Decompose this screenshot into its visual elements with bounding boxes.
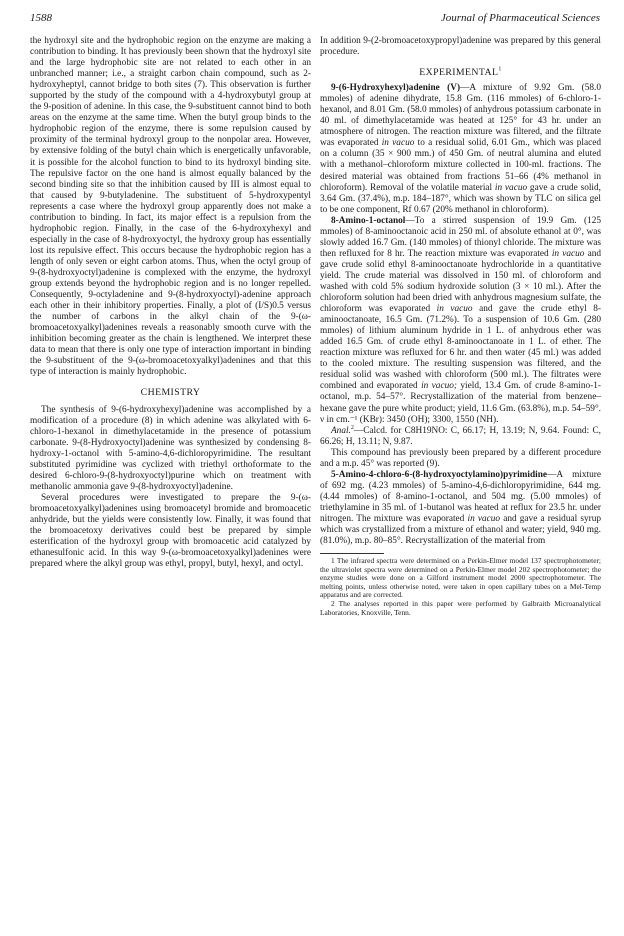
left-paragraph-2: The synthesis of 9-(6-hydroxyhexyl)adenine was accomplished by a modification of a procedure (8) in which adenine was alkylated with 6-chloro-1-hexanol in dimethylacetamide in the presence of potassium carbonate. 9-(8-Hydroxyoctyl)adenine was synthesized by condensing 8-hydroxy-1-octanol with 5-amino-4,6-dichloropyrimidine. The resultant substituted pyrimidine was cyclized with triethyl orthoformate to the desired 6-chloro-9-(8-hydroxyoctyl)purine which on treatment with methanolic ammonia gave 9-(8-hydroxyoctyl)adenine. <box>30 404 311 492</box>
experiment-1 <box>320 83 601 216</box>
experiment-3-text-b: and gave a residual syrup which was crystallized from a mixture of ethanol and water; yield, 940 mg. (81.0%), m.p. 80–85°. Recrystallization of the material from <box>320 513 601 547</box>
left-paragraph-1: the hydroxyl site and the hydrophobic region on the enzyme are making a contribution to binding. It has previously been shown that the hydroxyl site and the large hydrophobic site are not related to each other in an unbranched manner; i.e., a straight carbon chain compound, such as 2-hydroxyheptyl, cannot bridge to both sites (7). This observation is further supported by the study of the compound with a 4-hydroxybutyl group at the 9-position of adenine. In this case, the 9-substituent cannot bind to both areas on the enzyme at the same time. When the butyl group binds to the hydrophobic region of the enzyme, there is some repulsion caused by proximity of the terminal hydroxyl group to the nonpolar area. However, by extensive folding of the butyl chain which is energetically unfavorable, it is possible for the alcohol function to bind to its hydroxyl binding site. The repulsive factor on the one hand is almost equally balanced by the second binding site so that the inhibition caused by III is almost equal to that caused by 9-butyladenine. The substituent of 5-hydroxypentyl represents a case where the hydroxyl group apparently does not make a contribution to binding. In fact, its major effect is a repulsion from the hydrophobic region. Finally, in the case of the 6-hydroxyhexyl and especially in the case of 8-hydroxyoctyl, the hydroxy group has essentially lost its repulsive effect. This occurs because the hydrophobic region has a length of only seven or eight carbon atoms. Thus, when the octyl group of 9-(8-hydroxyoctyl)adenine is complexed with the enzyme, the hydroxyl group extends beyond the hydrophobic region and is no longer repelled. Consequently, 9-octyladenine and 9-(8-hydroxyoctyl)-adenine approach each other in their inhibitory properties. Finally, a plot of (I/S)0.5 versus the number of carbons in the alkyl chain of the 9-(ω-bromoacetoxyalkyl)adenines reveals a reasonably smooth curve with the inhibition becoming greater as the chain is lengthened. We interpret these data to mean that there is only one type of interaction important in binding the 9-substituent of the 9-(ω-bromoacetoxyalkyl)adenines and that this type of interaction is mainly hydrophobic. <box>30 36 311 378</box>
experiment-3-title: 5-Amino-4-chloro-6-(8-hydroxyoctylamino)pyrimidine <box>331 469 548 480</box>
experiment-1-italic-1: in vacuo <box>381 138 415 149</box>
right-column <box>320 36 601 617</box>
footnote-1: 1 The infrared spectra were determined on a Perkin-Elmer model 137 spectrophotometer; the ultraviolet spectra were determined on a Perkin-Elmer model 202 spectrophotometer; the enzyme studies were done on a Gilford instrument model 2000 spectrophotometer. The melting points, unless otherwise noted, were taken in open capillary tubes on a Mel-Temp apparatus and are corrected. <box>320 556 601 600</box>
left-column <box>30 36 311 570</box>
footnote-2: 2 The analyses reported in this paper were performed by Galbraith Microanalytical Laboratories, Knoxville, Tenn. <box>320 599 601 617</box>
footnote-divider <box>320 553 384 554</box>
analysis-label: Anal. <box>331 425 351 436</box>
analysis-text: —Calcd. for C8H19NO: C, 66.17; H, 13.19; N, 9.64. Found: C, 66.26; H, 13.11; N, 9.87. <box>320 425 601 447</box>
page-number: 1588 <box>30 12 52 24</box>
experiment-2-text-d: yield, 13.4 Gm. of crude 8-amino-1-octanol, m.p. 54–57°. Recrystallization of the material from benzene–hexane gave the pure white product; yield, 11.6 Gm. (63.8%), m.p. 54–59°. ν in cm.⁻¹ (KBr): 3450 (OH); 3300, 1550 (NH). <box>320 381 602 425</box>
journal-title: Journal of Pharmaceutical Sciences <box>440 12 600 24</box>
experiment-3 <box>320 470 601 547</box>
experiment-1-text-b: to a residual solid, 6.01 Gm., which was placed on a column (35 × 900 mm.) of 450 Gm. of neutral alumina and eluted with a methanol–chloroform mixture collected in 100-ml. fractions. The desired material was obtained from fractions 51–66 (4% methanol in chloroform). Removal of the volatile material <box>320 138 601 193</box>
analysis-footnote-mark: 2 <box>350 424 354 431</box>
experiment-2-italic-2: in vacuo <box>436 304 473 315</box>
experiment-2-text-c: and gave the crude ethyl 8-aminooctanoate, 16.5 Gm. (71.2%). To a suspension of 10.6 Gm. (280 mmoles) of lithium aluminum hydride in 1 L. of anhydrous ether was added 16.5 Gm. of crude ethyl 8-aminooctanoate in 1 L. of ether. The reaction mixture was refluxed for 6 hr. and then water (45 ml.) was added to the cooled mixture. The resulting suspension was filtered, and the residual solid was washed with chloroform (500 ml.). The filtrates were combined and evaporated <box>320 304 602 392</box>
left-paragraph-3: Several procedures were investigated to prepare the 9-(ω-bromoacetoxyalkyl)adenines using bromoacetyl bromide and bromoacetic anhydride, but the yields were consistently low. Finally, it was found that the bromoacetoxy derivatives could best be prepared by simple esterification of the hydroxyl group with bromoacetic acid catalyzed by ethanesulfonic acid. In this way 9-(ω-bromoacetoxyalkyl)adenines were prepared where the alkyl group was ethyl, propyl, butyl, hexyl, and octyl. <box>30 492 311 570</box>
experimental-heading <box>320 67 601 78</box>
experimental-heading-text: EXPERIMENTAL <box>419 67 499 79</box>
experiment-3-text-a: —A mixture of 692 mg. (4.23 mmoles) of 5-amino-4,6-dichloropyrimidine, 644 mg. (4.44 mmoles) of 8-amino-1-octanol, and 504 mg. (5.00 mmoles) of triethylamine in 35 ml. of 1-butanol was heated at reflux for 23.5 hr. under nitrogen. The mixture was evaporated <box>320 469 601 524</box>
experiment-1-text-a: —A mixture of 9.92 Gm. (58.0 mmoles) of adenine dihydrate, 15.8 Gm. (116 mmoles) of 6-chloro-1-hexanol, and 8.01 Gm. (58.0 mmoles) of anhydrous potassium carbonate in 40 ml. of dimethylacetamide was heated at 125° for 43 hr. under an atmosphere of nitrogen. The reaction mixture was filtered, and the filtrate was evaporated <box>320 83 601 149</box>
experimental-footnote-mark: 1 <box>498 66 502 73</box>
experiment-2-title: 8-Amino-1-octanol <box>331 215 406 226</box>
experiment-1-text-c: gave a crude solid, 3.64 Gm. (37.4%), m.p. 184–187°, which was shown by TLC on silica gel to be one component, Rf 0.67 (20% methanol in chloroform). <box>320 182 601 215</box>
experiment-2-italic-1: in vacuo <box>551 248 585 259</box>
experiment-2-text-b: and gave crude solid ethyl 8-aminooctanoate hydrochloride in a quantitative yield. The crude material was dissolved in 150 ml. of chloroform and washed with cold 5% sodium hydroxide solution (3 × 10 ml.). After the chloroform solution had been dried with anhydrous magnesium sulfate, the chloroform was evaporated <box>320 248 602 315</box>
page-header <box>30 12 600 30</box>
analysis-paragraph <box>320 426 601 448</box>
experiment-2 <box>320 216 601 426</box>
right-paragraph-1: In addition 9-(2-bromoacetoxypropyl)adenine was prepared by this general procedure. <box>320 36 601 58</box>
previous-prep-paragraph: This compound has previously been prepared by a different procedure and a m.p. 45° was reported (9). <box>320 447 601 469</box>
experiment-1-italic-2: in vacuo <box>494 182 528 193</box>
experiment-3-italic-1: in vacuo <box>467 513 501 524</box>
experiment-2-italic-3: in vacuo; <box>421 381 457 392</box>
experiment-1-title: 9-(6-Hydroxyhexyl)adenine (V) <box>331 83 461 94</box>
experiment-2-text-a: —To a stirred suspension of 19.9 Gm. (125 mmoles) of 8-aminooctanoic acid in 250 ml. of absolute ethanol at 0°, was slowly added 16.7 Gm. (140 mmoles) of thionyl chloride. The mixture was then refluxed for 8 hr. The reaction mixture was evaporated <box>320 215 601 259</box>
chemistry-heading: CHEMISTRY <box>140 387 201 399</box>
